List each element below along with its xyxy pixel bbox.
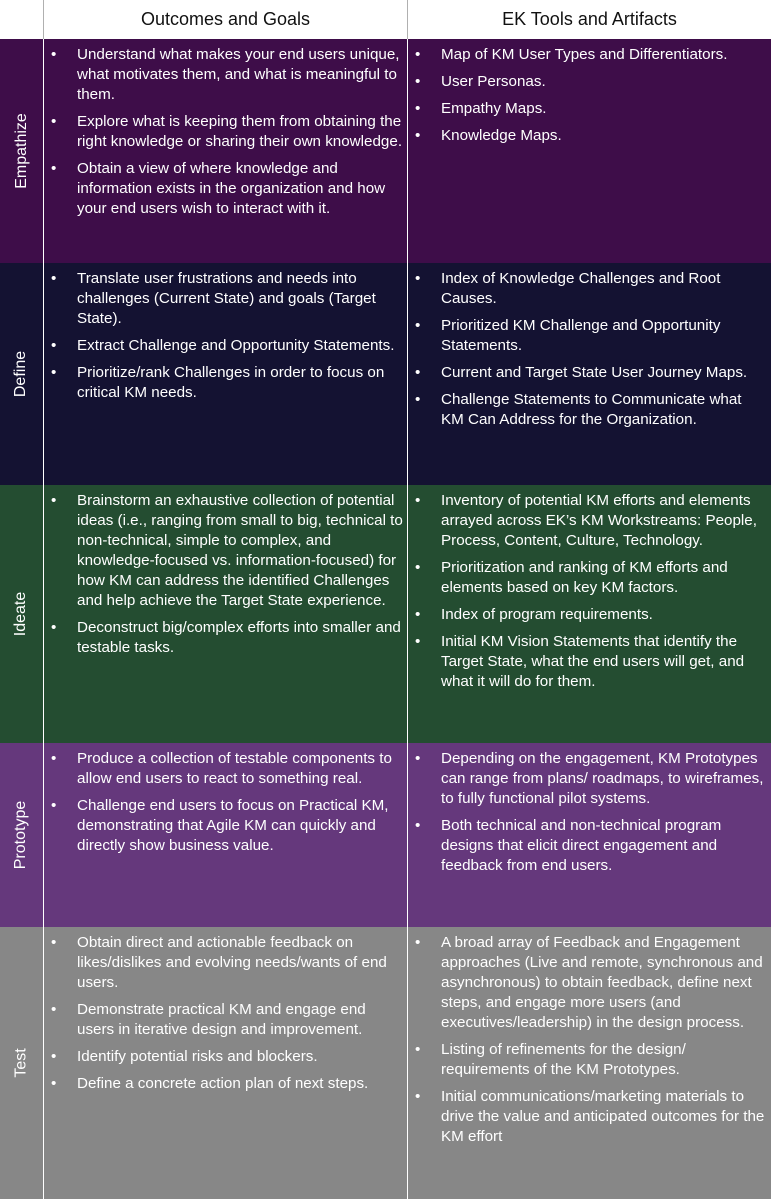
outcome-item: • Explore what is keeping them from obtaining the right knowledge or sharing their own knowledge. xyxy=(44,112,403,152)
outcomes-cell xyxy=(44,927,407,1199)
tool-item: • Current and Target State User Journey Maps. xyxy=(408,363,767,383)
row-ideate xyxy=(0,485,771,743)
tool-item: • Prioritization and ranking of KM efforts and elements based on key KM factors. xyxy=(408,558,767,598)
outcomes-cell xyxy=(44,39,407,263)
outcome-item: • Understand what makes your end users unique, what motivates them, and what is meaningful to them. xyxy=(44,45,403,105)
outcome-item: • Obtain a view of where knowledge and information exists in the organization and how your end users wish to interact with it. xyxy=(44,159,403,219)
tool-item: • Both technical and non-technical program designs that elicit direct engagement and feedback from end users. xyxy=(408,816,767,876)
outcome-item: • Translate user frustrations and needs into challenges (Current State) and goals (Target State). xyxy=(44,269,403,329)
tools-cell xyxy=(408,39,771,263)
tool-item: • Challenge Statements to Communicate what KM Can Address for the Organization. xyxy=(408,390,767,430)
tool-item: • Initial communications/marketing materials to drive the value and anticipated outcomes for the KM effort xyxy=(408,1087,767,1147)
outcomes-cell xyxy=(44,743,407,927)
tool-item: • Index of program requirements. xyxy=(408,605,767,625)
row-test xyxy=(0,927,771,1199)
row-empathize xyxy=(0,39,771,263)
row-label-define: Define xyxy=(12,350,30,398)
outcome-item: • Produce a collection of testable components to allow end users to react to something real. xyxy=(44,749,403,789)
tool-item: • Depending on the engagement, KM Prototypes can range from plans/ roadmaps, to wireframes, to fully functional pilot systems. xyxy=(408,749,767,809)
row-label-ideate: Ideate xyxy=(12,591,30,637)
outcome-item: • Obtain direct and actionable feedback on likes/dislikes and evolving needs/wants of end users. xyxy=(44,933,403,993)
tool-item: • Empathy Maps. xyxy=(408,99,767,119)
tool-item: • Prioritized KM Challenge and Opportunity Statements. xyxy=(408,316,767,356)
tool-item: • User Personas. xyxy=(408,72,767,92)
tools-cell xyxy=(408,927,771,1199)
outcomes-cell xyxy=(44,263,407,485)
header-ek-tools-and-artifacts: EK Tools and Artifacts xyxy=(408,0,771,38)
outcome-item: • Define a concrete action plan of next steps. xyxy=(44,1074,403,1094)
tools-cell xyxy=(408,263,771,485)
outcome-item: • Demonstrate practical KM and engage end users in iterative design and improvement. xyxy=(44,1000,403,1040)
row-label-test: Test xyxy=(12,1048,30,1078)
tools-cell xyxy=(408,743,771,927)
outcome-item: • Prioritize/rank Challenges in order to focus on critical KM needs. xyxy=(44,363,403,403)
tool-item: • Map of KM User Types and Differentiators. xyxy=(408,45,767,65)
row-prototype xyxy=(0,743,771,927)
outcome-item: • Deconstruct big/complex efforts into smaller and testable tasks. xyxy=(44,618,403,658)
outcome-item: • Brainstorm an exhaustive collection of potential ideas (i.e., ranging from small to big, technical to non-technical, simple to complex, and knowledge-focused vs. information-focused) for how KM can address the identified Challenges and help achieve the Target State experience. xyxy=(44,491,403,611)
tools-cell xyxy=(408,485,771,743)
outcome-item: • Challenge end users to focus on Practical KM, demonstrating that Agile KM can quickly and directly show business value. xyxy=(44,796,403,856)
row-label-empathize: Empathize xyxy=(12,113,30,189)
header-outcomes-and-goals: Outcomes and Goals xyxy=(44,0,407,38)
outcome-item: • Extract Challenge and Opportunity Statements. xyxy=(44,336,403,356)
tool-item: • Knowledge Maps. xyxy=(408,126,767,146)
tool-item: • Inventory of potential KM efforts and elements arrayed across EK’s KM Workstreams: People, Process, Content, Culture, Technology. xyxy=(408,491,767,551)
tool-item: • Index of Knowledge Challenges and Root Causes. xyxy=(408,269,767,309)
outcomes-cell xyxy=(44,485,407,743)
row-label-prototype: Prototype xyxy=(12,800,30,870)
tool-item: • Initial KM Vision Statements that identify the Target State, what the end users will get, and what it will do for them. xyxy=(408,632,767,692)
tool-item: • Listing of refinements for the design/ requirements of the KM Prototypes. xyxy=(408,1040,767,1080)
tool-item: • A broad array of Feedback and Engagement approaches (Live and remote, synchronous and asynchronous) to obtain feedback, define next steps, and engage more users (and executives/leadership) in the design process. xyxy=(408,933,767,1033)
row-define xyxy=(0,263,771,485)
outcome-item: • Identify potential risks and blockers. xyxy=(44,1047,403,1067)
